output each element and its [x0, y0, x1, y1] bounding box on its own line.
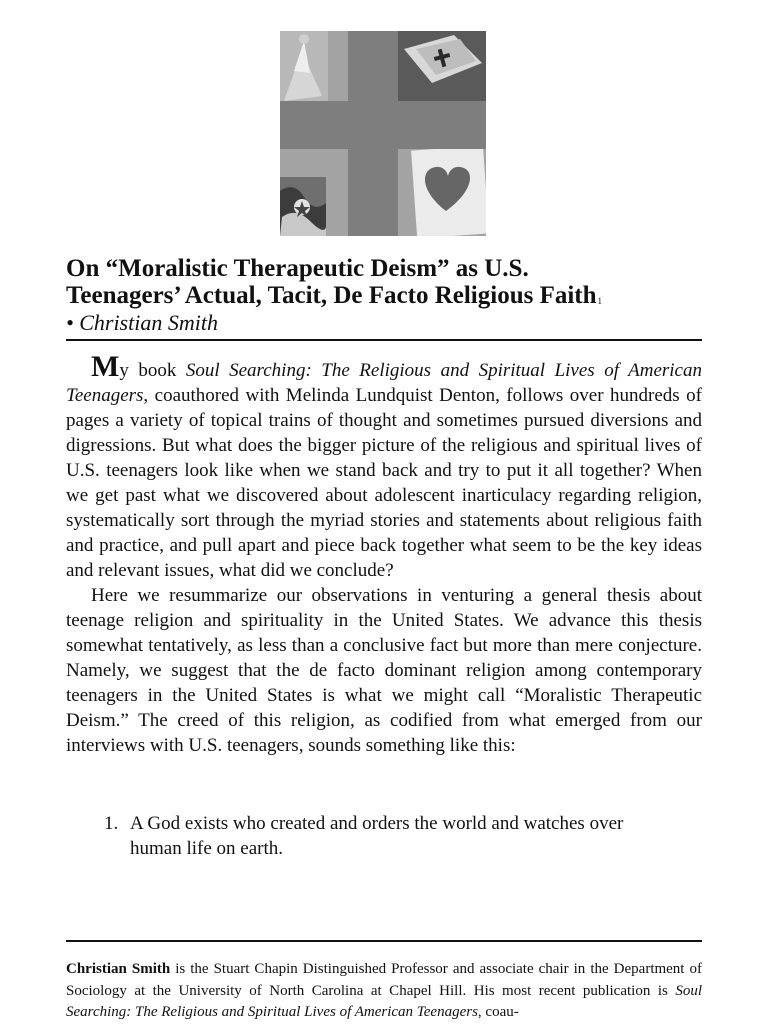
paragraph-1 [66, 350, 702, 583]
author-footnote [66, 959, 702, 1024]
footnote-divider [66, 940, 702, 942]
title-footnote-marker: 1 [597, 296, 603, 306]
footnote-text-1: is the Stuart Chapin Distinguished Professor and associate chair in the Department of Sociology at the University of North Carolina at Chapel Hill. His most recent publication is [66, 961, 702, 999]
creed-list [104, 811, 674, 861]
title-line-1: On “Moralistic Therapeutic Deism” as U.S. [66, 255, 529, 282]
article-title [66, 255, 706, 309]
paragraph-1-start: y book [119, 360, 186, 381]
list-item-number: 1. [104, 813, 119, 834]
footnote-book-title: Soul Searching: The Religious and Spiritual Lives of American Teenagers [66, 982, 702, 1020]
author-byline: • Christian Smith [66, 310, 218, 335]
paragraph-2: Here we resummarize our observations in venturing a general thesis about teenage religion and spirituality in the United States. We advance this thesis somewhat tentatively, as less than a conclusive fact but more than mere conjecture. Namely, we suggest that the de facto dominant religion among contemporary teenagers in the United States is what we might call “Moralistic Therapeutic Deism.” The creed of this religion, as codified from what emerged from our interviews with U.S. teenagers, sounds something like this: [66, 585, 702, 756]
article-body [66, 350, 702, 758]
book-title: Soul Searching: The Religious and Spiritual Lives of American Teenagers [66, 360, 702, 406]
footnote-author-name: Christian Smith [66, 961, 171, 977]
title-divider [66, 339, 702, 341]
title-line-2-text: Teenagers’ Actual, Tacit, De Facto Religious Faith [66, 282, 597, 309]
list-item-text: A God exists who created and orders the world and watches over human life on earth. [130, 813, 624, 859]
title-line-2 [66, 282, 706, 309]
list-item [104, 811, 674, 861]
drop-cap: M [91, 350, 120, 383]
paragraph-1-rest: , coauthored with Melinda Lundquist Denton, follows over hundreds of pages a variety of topical trains of thought and sometimes pursued diversions and digressions. But what does the bigger picture of the religious and spiritual lives of U.S. teenagers look like when we stand back and try to put it all together? When we get past what we discovered about adolescent inarticulacy regarding religion, systematically sort through the myriad stories and statements about religious faith and practice, and pull apart and piece back together what seem to be the key ideas and relevant issues, what did we conclude? [66, 385, 702, 581]
cross-collage-illustration [280, 31, 486, 236]
footnote-text-2: , coau- [477, 1004, 519, 1020]
